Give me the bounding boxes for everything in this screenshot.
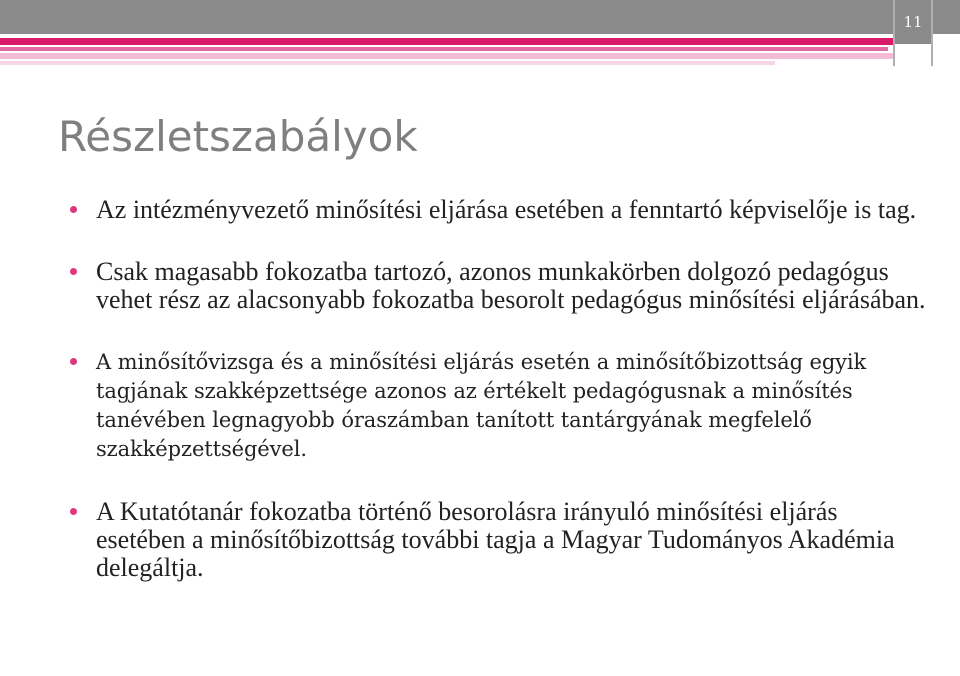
header-stripe	[0, 47, 888, 51]
bullet-dot-icon	[70, 508, 77, 515]
bullet-dot-icon	[70, 268, 77, 275]
bullet-text: Az intézményvezető minősítési eljárása esetében a fenntartó képviselője is tag.	[96, 195, 917, 224]
header-stripe	[0, 61, 775, 65]
bullet-text: Csak magasabb fokozatba tartozó, azonos munkakörben dolgozó pedagógus vehet rész az alacsonyabb fokozatba besorolt pedagógus minősítési eljárásában.	[96, 257, 926, 314]
bullet-dot-icon	[70, 358, 77, 365]
slide-title: Részletszabályok	[58, 112, 418, 161]
bullet-dot-icon	[70, 206, 77, 213]
bullet-list	[66, 196, 926, 582]
header-stripe	[0, 38, 930, 45]
list-item	[66, 498, 926, 582]
page-number: 11	[903, 13, 923, 31]
page-number-tail	[893, 44, 933, 66]
list-item	[66, 348, 926, 464]
bullet-text: A minősítővizsga és a minősítési eljárás esetén a minősítőbizottság egyik tagjának szakképzettsége azonos az értékelt pedagógusnak a minősítés tanévében legnagyobb óraszámban tanított tantárgyának megfelelő szakképzettségével.	[96, 350, 867, 461]
header-bar	[0, 0, 960, 34]
header-stripe	[0, 53, 930, 59]
list-item	[66, 258, 926, 314]
bullet-text: A Kutatótanár fokozatba történő besorolásra irányuló minősítési eljárás esetében a minősítőbizottság további tagja a Magyar Tudományos Akadémia delegáltja.	[96, 497, 895, 582]
page-number-box	[893, 0, 933, 44]
list-item	[66, 196, 926, 224]
